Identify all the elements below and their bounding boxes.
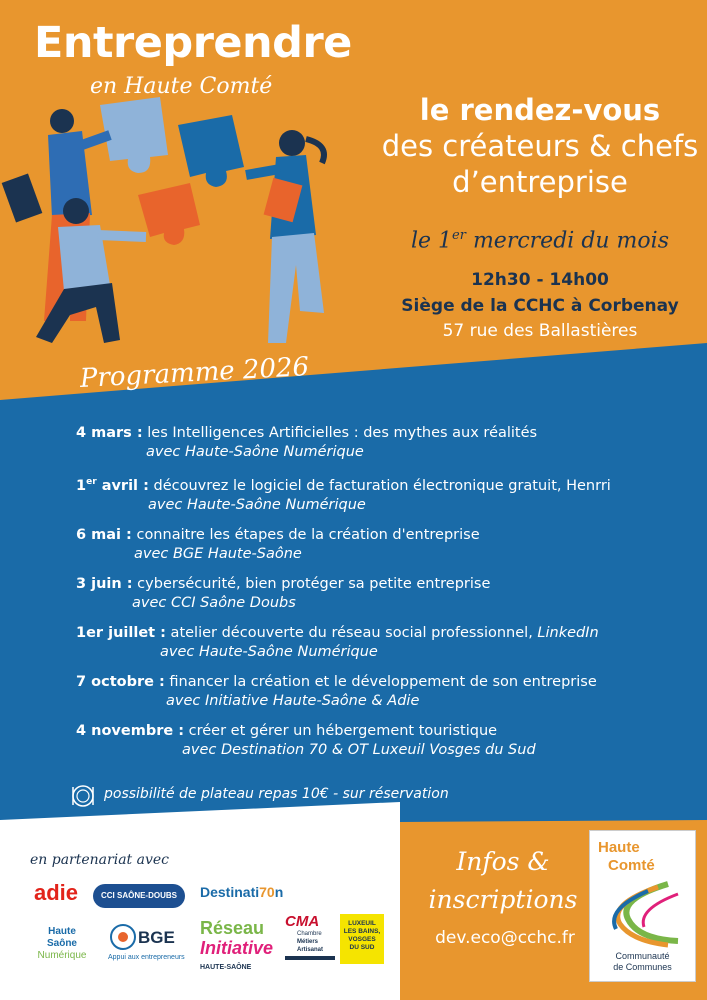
schedule-time: 12h30 - 14h00: [471, 270, 609, 290]
event-partner: avec Initiative Haute-Saône & Adie: [166, 692, 420, 709]
hc-logo-line1: Haute: [598, 839, 640, 856]
event-line: [76, 722, 686, 741]
event-line: [76, 624, 686, 643]
cma-logo: [285, 913, 335, 960]
contact-title-line1: Infos &: [456, 847, 550, 876]
puzzle-piece-light: [100, 97, 168, 173]
tagline-line-2: des créateurs & chefs: [381, 129, 699, 163]
hsn-logo: [32, 926, 92, 962]
hc-logo-line2: Comté: [608, 857, 655, 874]
event-date: 1: [76, 477, 87, 494]
luxeuil-line3: VOSGES: [348, 936, 376, 943]
event-date: 4 mars :: [76, 425, 143, 441]
event-line: [76, 424, 686, 443]
event-item: [76, 526, 686, 564]
event-line: [76, 526, 686, 545]
event-partner: avec Haute-Saône Numérique: [148, 496, 366, 513]
puzzle-illustration: [0, 85, 360, 355]
dest-pre: Destinati: [200, 884, 260, 900]
event-date: 3 juin :: [76, 575, 133, 592]
luxeuil-line1: LUXEUIL: [348, 920, 376, 927]
event-item: [76, 473, 686, 515]
tagline-line-1: le rendez-vous: [419, 93, 661, 127]
event-topic: atelier découverte du réseau social professionnel,: [165, 624, 538, 641]
contact-email[interactable]: dev.eco@cchc.fr: [435, 928, 575, 948]
initiative-line2: Initiative: [200, 938, 274, 958]
poster-title: Entreprendre: [34, 18, 352, 68]
puzzle-piece-orange: [138, 183, 200, 245]
tagline-line-3: d’entreprise: [452, 165, 628, 199]
event-partner: avec Haute-Saône Numérique: [146, 444, 364, 460]
event-topic-italic: LinkedIn: [537, 624, 599, 641]
cma-sub3: Artisanat: [297, 947, 324, 953]
event-topic: découvrez le logiciel de facturation électronique gratuit, Henrri: [148, 477, 611, 494]
event-topic: financer la création et le développement de son entreprise: [164, 673, 597, 690]
hc-logo-footer: [590, 951, 695, 973]
event-date-sup: er: [86, 477, 97, 487]
cma-sub: [285, 930, 335, 954]
tagline: [380, 92, 700, 200]
person-right: [246, 130, 324, 343]
bge-sub: Appui aux entrepreneurs: [108, 954, 185, 961]
hc-logo-footer2: de Communes: [613, 962, 672, 972]
meal-note: possibilité de plateau repas 10€ - sur réservation: [104, 786, 449, 802]
initiative-logo: [200, 918, 273, 978]
initiative-line1: Réseau: [200, 918, 265, 938]
hsn-line2: Saône: [46, 938, 77, 949]
event-item: [76, 722, 686, 760]
hsn-line3: Numérique: [37, 950, 87, 961]
puzzle-piece-blue: [178, 115, 244, 187]
adie-logo: adie: [34, 880, 79, 905]
event-item: [76, 424, 686, 462]
event-date: 4 novembre :: [76, 722, 185, 739]
partners-label: en partenariat avec: [30, 852, 170, 868]
destination70-logo: [200, 884, 283, 900]
poster-subtitle: en Haute Comté: [90, 74, 273, 99]
frequency-pre: le 1: [410, 228, 453, 254]
hc-logo-swirl: [598, 879, 688, 949]
event-item: [76, 575, 686, 613]
cma-text: CMA: [285, 913, 320, 930]
event-topic: les Intelligences Artificielles : des mythes aux réalités: [142, 425, 538, 441]
contact-title: [418, 843, 588, 919]
event-line: [76, 673, 686, 692]
event-item: [76, 673, 686, 711]
event-topic: cybersécurité, bien protéger sa petite entreprise: [132, 575, 491, 592]
haute-comte-logo: [589, 830, 696, 982]
event-line: [76, 473, 686, 496]
bge-mark-icon: [108, 922, 138, 952]
schedule-frequency: [380, 228, 700, 253]
bge-text: BGE: [138, 928, 175, 947]
event-partner: avec CCI Saône Doubs: [132, 594, 296, 611]
contact-title-line2: inscriptions: [428, 885, 578, 914]
luxeuil-logo: [340, 914, 384, 964]
panel-edge: [0, 800, 400, 840]
cma-bar: [285, 956, 335, 960]
hsn-line1: Haute: [48, 926, 76, 937]
event-partner: avec BGE Haute-Saône: [134, 545, 302, 562]
event-line: [76, 575, 686, 594]
event-item: [76, 624, 686, 662]
dest-num: 70: [259, 884, 275, 900]
event-partner: avec Haute-Saône Numérique: [160, 643, 378, 660]
cma-sub2: Métiers: [297, 939, 319, 945]
cma-sub1: Chambre: [297, 931, 322, 937]
frequency-sup: er: [452, 228, 466, 243]
event-date-post: avril :: [96, 477, 149, 494]
programme-title: Programme 2026: [79, 352, 310, 394]
event-partner: avec Destination 70 & OT Luxeuil Vosges du Sud: [182, 741, 536, 758]
cci-logo: [93, 884, 185, 908]
event-date: 7 octobre :: [76, 673, 165, 690]
events-list: [76, 424, 686, 771]
luxeuil-line2: LES BAINS,: [343, 928, 381, 935]
cci-logo-text: CCI SAÔNE-DOUBS: [100, 891, 177, 900]
frequency-post: mercredi du mois: [465, 228, 669, 254]
schedule-place: Siège de la CCHC à Corbenay: [401, 296, 679, 316]
event-date: 6 mai :: [76, 526, 132, 543]
initiative-sub: HAUTE-SAÔNE: [200, 964, 252, 971]
event-topic: créer et gérer un hébergement touristique: [184, 722, 498, 739]
hc-logo-footer1: Communauté: [615, 951, 670, 961]
schedule-address: 57 rue des Ballastières: [442, 321, 638, 341]
dest-post: n: [274, 884, 284, 900]
luxeuil-line4: DU SUD: [349, 944, 375, 951]
event-topic: connaitre les étapes de la création d'entreprise: [131, 526, 480, 543]
event-date: 1er juillet :: [76, 624, 166, 641]
